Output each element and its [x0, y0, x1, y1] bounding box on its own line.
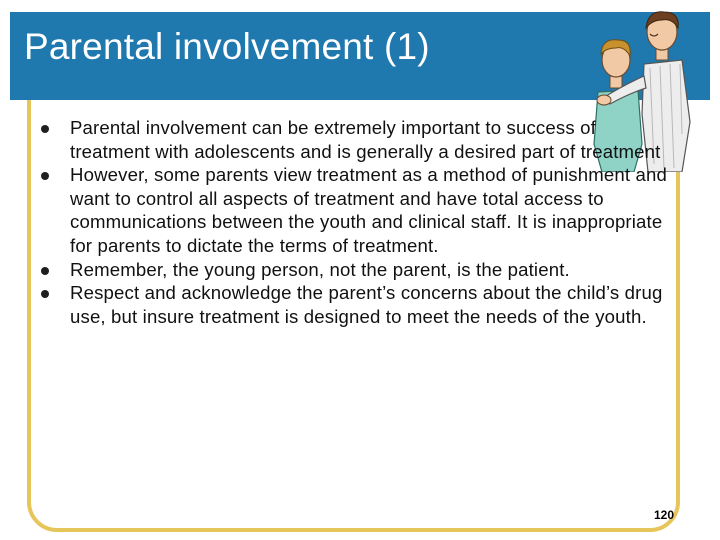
bullet-item [38, 258, 668, 282]
bullet-text: Respect and acknowledge the parent’s concerns about the child’s drug use, but insure treatment is designed to meet the needs of the youth. [70, 282, 663, 327]
bullet-item [38, 281, 668, 328]
bullet-dot-icon [41, 125, 49, 133]
bullet-text: Remember, the young person, not the parent, is the patient. [70, 258, 570, 280]
bullet-list [38, 116, 668, 328]
slide-title: Parental involvement (1) [24, 26, 430, 67]
bullet-dot-icon [41, 267, 49, 275]
bullet-item [38, 116, 668, 163]
bullet-dot-icon [41, 290, 49, 298]
page-number: 120 [654, 508, 675, 522]
bullet-text: Parental involvement can be extremely important to success of treatment with adolescents and is generally a desired part of treatment [70, 117, 661, 162]
bullet-text: However, some parents view treatment as a method of punishment and want to control all aspects of treatment and have total access to communications between the youth and clinical staff. It is inappropriate for parents to dictate the terms of treatment. [70, 164, 667, 256]
bullet-item [38, 163, 668, 257]
bullet-dot-icon [41, 172, 49, 180]
